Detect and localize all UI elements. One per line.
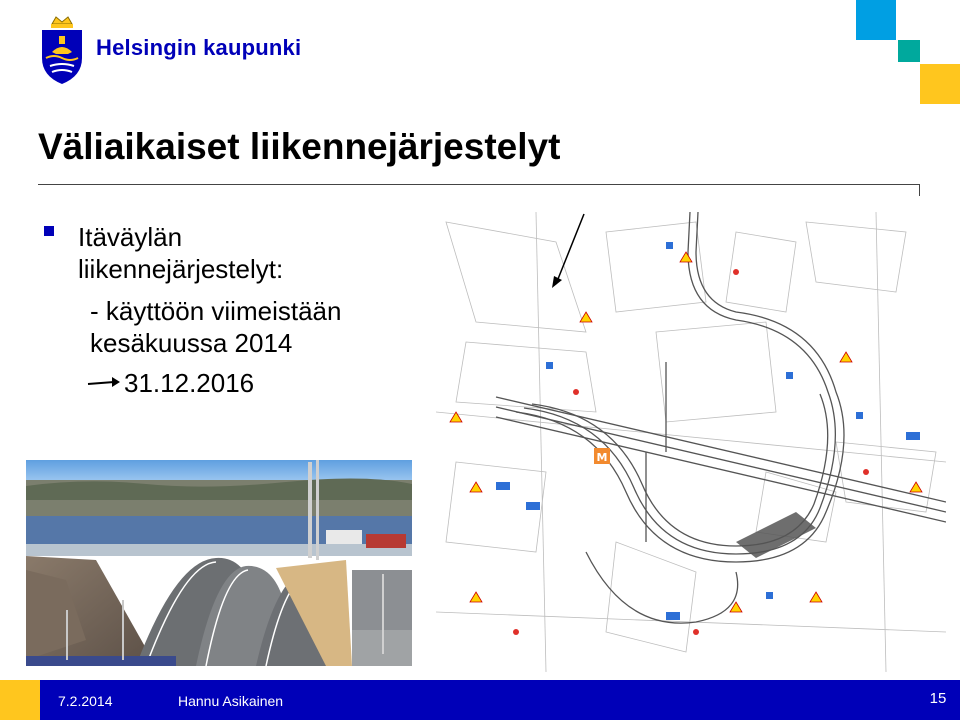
- page-number: 15: [916, 684, 960, 714]
- organization-name: Helsingin kaupunki: [96, 35, 302, 60]
- arrow-right-icon: [86, 372, 122, 392]
- corner-square-blue: [856, 0, 896, 40]
- title-underline: [38, 184, 920, 185]
- traffic-plan-map: [436, 212, 946, 672]
- road-ramp-photo: [26, 460, 412, 666]
- corner-square-yellow: [920, 64, 960, 104]
- title-underline-end: [919, 184, 920, 196]
- helsinki-crest-icon: [38, 14, 86, 86]
- footer-bar: [0, 680, 960, 720]
- footer-date: 7.2.2014: [58, 693, 113, 709]
- sub-line-1: - käyttöön viimeistään: [90, 296, 342, 326]
- bullet-line-1: Itäväylän: [78, 222, 183, 252]
- map-pointer-arrow-icon: [548, 212, 588, 292]
- bullet-square-icon: [44, 226, 54, 236]
- corner-square-teal: [898, 40, 920, 62]
- end-date: 31.12.2016: [124, 368, 255, 398]
- footer-accent-square: [0, 680, 40, 720]
- sub-line-2: kesäkuussa 2014: [90, 328, 293, 358]
- footer-author: Hannu Asikainen: [178, 693, 284, 709]
- svg-text:M: M: [596, 451, 608, 464]
- slide-title: Väliaikaiset liikennejärjestelyt: [38, 126, 561, 167]
- bullet-line-2: liikennejärjestelyt:: [78, 254, 284, 284]
